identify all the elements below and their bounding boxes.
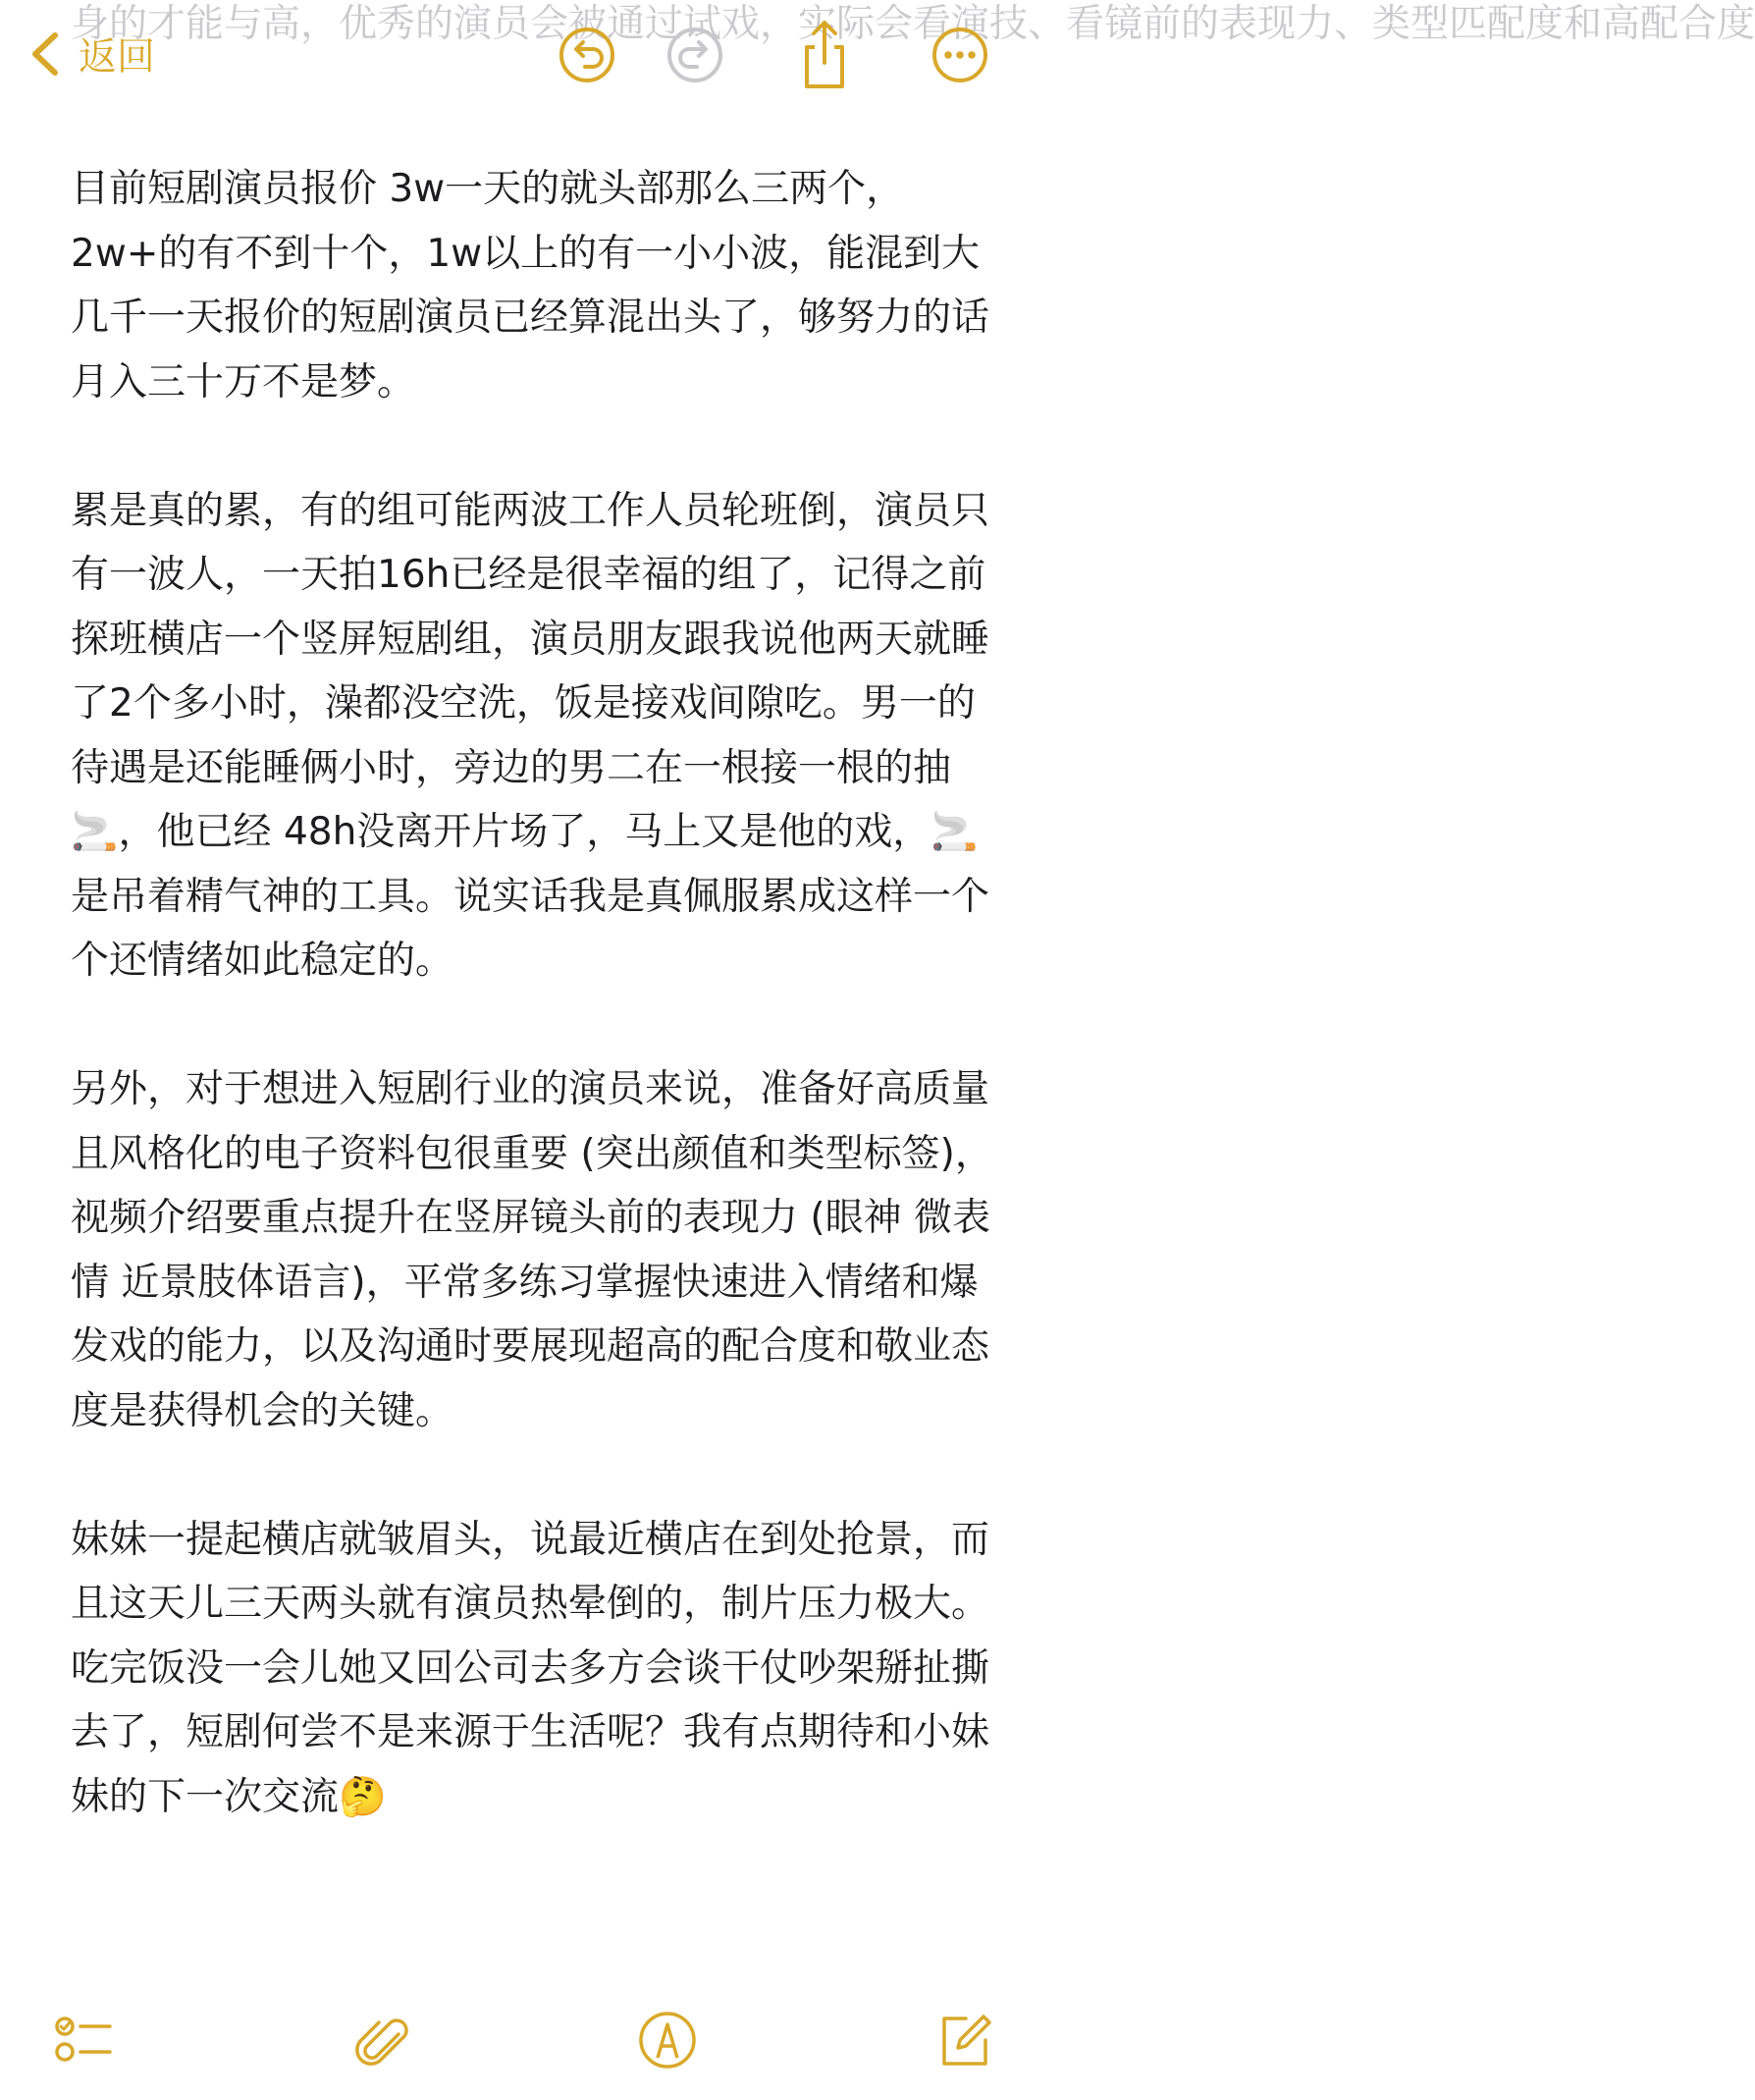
compose-icon (932, 2009, 995, 2072)
note-paragraph: 目前短剧演员报价 3w一天的就头部那么三两个，2w+的有不到十个，1w以上的有一小小波，能混到大几千一天报价的短剧演员已经算混出头了，够努力的话月入三十万不是梦。 (71, 167, 990, 404)
undo-button[interactable] (550, 18, 624, 92)
attachment-button[interactable] (351, 2009, 414, 2072)
share-button[interactable] (787, 18, 862, 92)
paperclip-icon (351, 2009, 414, 2072)
checklist-icon (53, 2009, 116, 2072)
chevron-left-icon (26, 29, 65, 79)
undo-icon (550, 18, 624, 92)
checklist-button[interactable] (53, 2009, 116, 2072)
scrolled-text-preview: 身的才能与高，优秀的演员会被通过试戏，实际会看演技、看镜前的表现力、类型匹配度和高配合度 (71, 2, 1755, 46)
more-button[interactable] (923, 18, 997, 92)
bottom-toolbar (0, 2003, 1060, 2100)
more-icon (923, 18, 997, 92)
share-icon (787, 18, 862, 92)
markup-button[interactable] (636, 2009, 699, 2072)
note-paragraph: 妹妹一提起横店就皱眉头，说最近横店在到处抢景，而且这天儿三天两头就有演员热晕倒的，制片压力极大。吃完饭没一会儿她又回公司去多方会谈干仗吵架掰扯撕去了，短剧何尝不是来源于生活呢？我有点期待和小妹妹的下一次交流🤔 (71, 1517, 990, 1819)
compose-button[interactable] (932, 2009, 995, 2072)
note-paragraph: 累是真的累，有的组可能两波工作人员轮班倒，演员只有一波人，一天拍16h已经是很幸福的组了，记得之前探班横店一个竖屏短剧组，演员朋友跟我说他两天就睡了2个多小时，澡都没空洗，饭是接戏间隙吃。男一的待遇是还能睡俩小时，旁边的男二在一根接一根的抽🚬，他已经 48h没离开片场了，马上又是他的戏，🚬是吊着精气神的工具。说实话我是真佩服累成这样一个个还情绪如此稳定的。 (71, 488, 990, 983)
note-paragraph: 另外，对于想进入短剧行业的演员来说，准备好高质量且风格化的电子资料包很重要 (突出颜值和类型标签)，视频介绍要重点提升在竖屏镜头前的表现力 (眼神 微表情 近景肢体语言)，平常多练习掌握快速进入情绪和爆发戏的能力，以及沟通时要展现超高的配合度和敬业态度是获得机会的关键。 (71, 1067, 993, 1433)
redo-button[interactable] (658, 18, 732, 92)
redo-icon (658, 18, 732, 92)
navigation-bar (0, 0, 1755, 118)
back-button[interactable] (26, 22, 155, 86)
back-label: 返回 (79, 35, 156, 80)
pen-tip-icon (636, 2009, 699, 2072)
note-body[interactable] (71, 157, 993, 1829)
